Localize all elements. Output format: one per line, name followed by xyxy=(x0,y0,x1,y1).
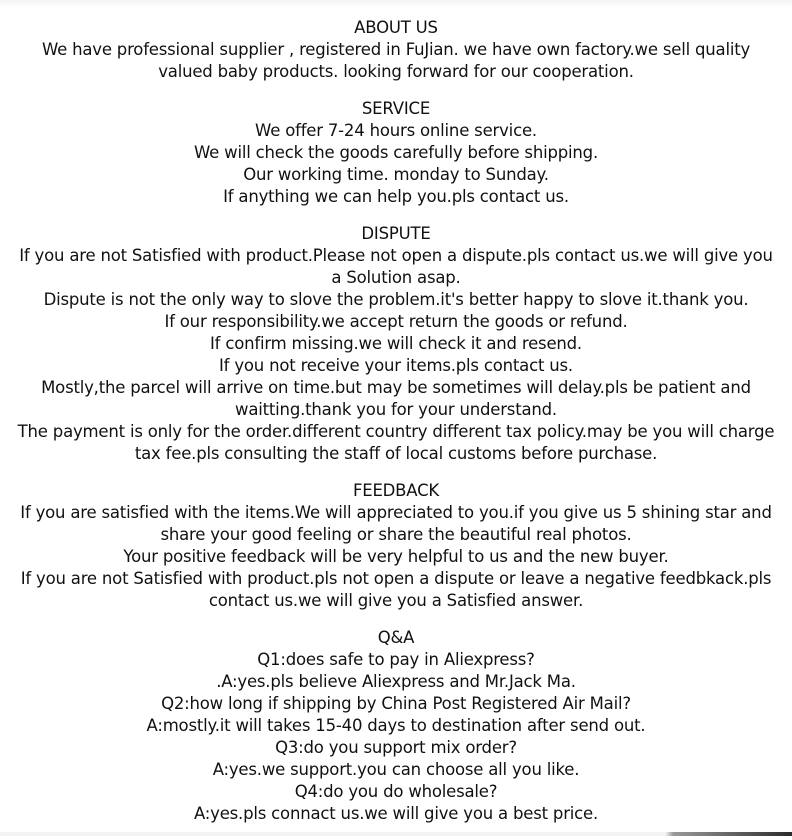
dispute-heading: DISPUTE xyxy=(361,224,431,243)
qa-section xyxy=(0,627,792,825)
service-line: We will check the goods carefully before shipping. xyxy=(194,143,598,162)
dispute-line: If confirm missing.we will check it and resend. xyxy=(210,334,582,353)
dispute-line: The payment is only for the order.different country different tax policy.may be you will charge tax fee.pls consulting the staff of local customs before purchase. xyxy=(17,422,775,463)
top-shade xyxy=(0,0,792,8)
feedback-line: If you are satisfied with the items.We will appreciated to you.if you give us 5 shining star and share your good feeling or share the beautiful real photos. xyxy=(20,503,772,544)
dispute-section xyxy=(0,223,792,465)
qa-answer: A:mostly.it will takes 15-40 days to destination after send out. xyxy=(146,716,646,735)
feedback-line: Your positive feedback will be very helpful to us and the new buyer. xyxy=(123,547,669,566)
service-heading: SERVICE xyxy=(361,99,431,118)
service-section xyxy=(0,98,792,208)
qa-question: Q3:do you support mix order? xyxy=(275,738,517,757)
dispute-line: If our responsibility.we accept return the goods or refund. xyxy=(164,312,628,331)
qa-answer: A:yes.pls connact us.we will give you a best price. xyxy=(193,804,599,823)
qa-question: Q4:do you do wholesale? xyxy=(294,782,498,801)
qa-question: Q1:does safe to pay in Aliexpress? xyxy=(257,650,535,669)
qa-answer: .A:yes.pls believe Aliexpress and Mr.Jack Ma. xyxy=(216,672,576,691)
qa-answer: A:yes.we support.you can choose all you like. xyxy=(212,760,580,779)
dispute-line: If you are not Satisfied with product.Please not open a dispute.pls contact us.we will give you a Solution asap. xyxy=(19,246,773,287)
feedback-heading: FEEDBACK xyxy=(352,481,440,500)
bottom-divider xyxy=(0,832,792,836)
dispute-line: Dispute is not the only way to slove the problem.it's better happy to slove it.thank you. xyxy=(43,290,749,309)
feedback-section xyxy=(0,480,792,612)
qa-question: Q2:how long if shipping by China Post Registered Air Mail? xyxy=(161,694,631,713)
about-heading: ABOUT US xyxy=(354,18,438,37)
service-line: Our working time. monday to Sunday. xyxy=(243,165,549,184)
service-line: We offer 7-24 hours online service. xyxy=(255,121,537,140)
about-section xyxy=(0,17,792,83)
about-line: We have professional supplier , registered in FuJian. we have own factory.we sell quality valued baby products. looking forward for our cooperation. xyxy=(41,40,751,81)
feedback-line: If you are not Satisfied with product.pls not open a dispute or leave a negative feedbkack.pls contact us.we will give you a Satisfied answer. xyxy=(20,569,772,610)
dispute-line: If you not receive your items.pls contact us. xyxy=(219,356,573,375)
store-policy-document xyxy=(0,17,792,840)
dispute-line: Mostly,the parcel will arrive on time.but may be sometimes will delay.pls be patient and waitting.thank you for your understand. xyxy=(41,378,751,419)
qa-heading: Q&A xyxy=(377,628,415,647)
service-line: If anything we can help you.pls contact us. xyxy=(223,187,569,206)
